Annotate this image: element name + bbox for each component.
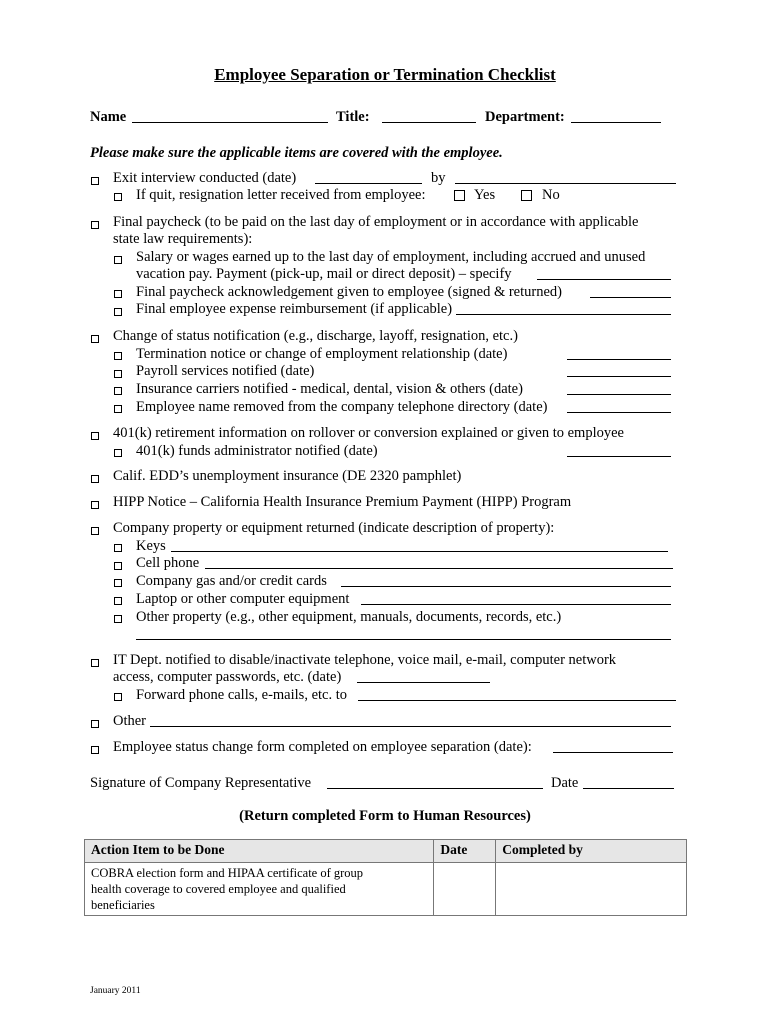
exit-interview-date-field[interactable] [315, 183, 422, 184]
yes-checkbox[interactable] [454, 190, 465, 201]
no-checkbox[interactable] [521, 190, 532, 201]
action-line: COBRA election form and HIPAA certificate of group [91, 866, 364, 880]
status-form-label: Employee status change form completed on employee separation (date): [113, 739, 532, 755]
checkbox-forward[interactable] [114, 693, 122, 701]
column-header-completed-by: Completed by [496, 840, 687, 863]
title-field[interactable] [382, 122, 476, 123]
yes-label: Yes [474, 187, 496, 203]
return-note: (Return completed Form to Human Resources) [239, 808, 531, 824]
expense-field[interactable] [456, 314, 671, 315]
paycheck-ack-label: Final paycheck acknowledgement given to employee (signed & returned) [136, 284, 562, 300]
checkbox-final-paycheck[interactable] [91, 221, 99, 229]
status-change-label: Change of status notification (e.g., discharge, layoff, resignation, etc.) [113, 328, 518, 344]
checkbox-if-quit[interactable] [114, 193, 122, 201]
salary-line2: vacation pay. Payment (pick-up, mail or direct deposit) – specify [136, 266, 512, 282]
checkbox-laptop[interactable] [114, 597, 122, 605]
other-label: Other [113, 713, 147, 729]
checkbox-edd[interactable] [91, 475, 99, 483]
cell-completed-by[interactable] [496, 863, 687, 916]
final-paycheck-line2: state law requirements): [113, 231, 253, 247]
checkbox-salary[interactable] [114, 256, 122, 264]
edd-label: Calif. EDD’s unemployment insurance (DE 2320 pamphlet) [113, 468, 462, 484]
forward-field[interactable] [358, 700, 676, 701]
page-title: Employee Separation or Termination Checklist [214, 65, 556, 84]
admin-notified-date-field[interactable] [567, 456, 671, 457]
instruction: Please make sure the applicable items are covered with the employee. [90, 145, 503, 161]
paycheck-ack-field[interactable] [590, 297, 671, 298]
checkbox-paycheck-ack[interactable] [114, 290, 122, 298]
name-field[interactable] [132, 122, 328, 123]
department-field[interactable] [571, 122, 661, 123]
checkbox-admin-notified[interactable] [114, 449, 122, 457]
table-row [85, 863, 687, 916]
checkbox-cell-phone[interactable] [114, 562, 122, 570]
hipp-label: HIPP Notice – California Health Insurance Premium Payment (HIPP) Program [113, 494, 572, 510]
title-label: Title: [336, 109, 370, 125]
it-dept-line1: IT Dept. notified to disable/inactivate telephone, voice mail, e-mail, computer network [113, 652, 617, 668]
action-line: beneficiaries [91, 898, 155, 912]
checkbox-insurance[interactable] [114, 387, 122, 395]
directory-date-field[interactable] [567, 412, 671, 413]
checkbox-gas-cards[interactable] [114, 579, 122, 587]
checkbox-property[interactable] [91, 527, 99, 535]
checkbox-keys[interactable] [114, 544, 122, 552]
gas-cards-field[interactable] [341, 586, 671, 587]
checkbox-status-form[interactable] [91, 746, 99, 754]
other-field[interactable] [150, 726, 671, 727]
cell-phone-field[interactable] [205, 568, 673, 569]
department-label: Department: [485, 109, 565, 125]
checkbox-other-property[interactable] [114, 615, 122, 623]
signature-label: Signature of Company Representative [90, 775, 312, 791]
signature-date-field[interactable] [583, 788, 674, 789]
checkbox-status-change[interactable] [91, 335, 99, 343]
action-line: health coverage to covered employee and qualified [91, 882, 346, 896]
other-property-label: Other property (e.g., other equipment, manuals, documents, records, etc.) [136, 609, 562, 625]
checkbox-retirement[interactable] [91, 432, 99, 440]
final-paycheck-line1: Final paycheck (to be paid on the last day of employment or in accordance with applicable [113, 214, 639, 230]
cell-phone-label: Cell phone [136, 555, 200, 571]
cell-action-item [85, 863, 434, 916]
insurance-date-field[interactable] [567, 394, 671, 395]
signature-field[interactable] [327, 788, 543, 789]
salary-line1: Salary or wages earned up to the last day of employment, including accrued and unused [136, 249, 646, 265]
it-dept-date-field[interactable] [357, 682, 490, 683]
admin-notified-label: 401(k) funds administrator notified (date) [136, 443, 378, 459]
no-label: No [542, 187, 560, 203]
payroll-date-field[interactable] [567, 376, 671, 377]
signature-date-label: Date [551, 775, 579, 791]
checkbox-payroll[interactable] [114, 370, 122, 378]
checkbox-expense[interactable] [114, 308, 122, 316]
checkbox-it-dept[interactable] [91, 659, 99, 667]
if-quit-label: If quit, resignation letter received from employee: [136, 187, 426, 203]
property-label: Company property or equipment returned (indicate description of property): [113, 520, 555, 536]
column-header-date: Date [434, 840, 496, 863]
retirement-label: 401(k) retirement information on rollover or conversion explained or given to employee [113, 425, 624, 441]
checkbox-other[interactable] [91, 720, 99, 728]
column-header-action: Action Item to be Done [85, 840, 434, 863]
laptop-field[interactable] [361, 604, 671, 605]
directory-label: Employee name removed from the company telephone directory (date) [136, 399, 548, 415]
gas-cards-label: Company gas and/or credit cards [136, 573, 327, 589]
cell-date[interactable] [434, 863, 496, 916]
exit-by-label: by [431, 170, 446, 186]
exit-interview-label: Exit interview conducted (date) [113, 170, 297, 186]
action-table [84, 839, 687, 916]
checkbox-hipp[interactable] [91, 501, 99, 509]
checkbox-termination-notice[interactable] [114, 352, 122, 360]
expense-label: Final employee expense reimbursement (if applicable) [136, 301, 453, 317]
termination-notice-label: Termination notice or change of employment relationship (date) [136, 346, 508, 362]
footer-date: January 2011 [90, 986, 141, 996]
status-form-date-field[interactable] [553, 752, 673, 753]
name-label: Name [90, 109, 127, 125]
it-dept-line2: access, computer passwords, etc. (date) [113, 669, 342, 685]
keys-field[interactable] [171, 551, 668, 552]
forward-label: Forward phone calls, e-mails, etc. to [136, 687, 347, 703]
checkbox-exit-interview[interactable] [91, 177, 99, 185]
laptop-label: Laptop or other computer equipment [136, 591, 350, 607]
termination-notice-date-field[interactable] [567, 359, 671, 360]
other-property-field[interactable] [136, 639, 671, 640]
payment-method-field[interactable] [537, 279, 671, 280]
payroll-label: Payroll services notified (date) [136, 363, 315, 379]
checkbox-directory[interactable] [114, 405, 122, 413]
table-header-row [85, 840, 687, 863]
exit-by-field[interactable] [455, 183, 676, 184]
insurance-label: Insurance carriers notified - medical, dental, vision & others (date) [136, 381, 523, 397]
keys-label: Keys [136, 538, 166, 554]
